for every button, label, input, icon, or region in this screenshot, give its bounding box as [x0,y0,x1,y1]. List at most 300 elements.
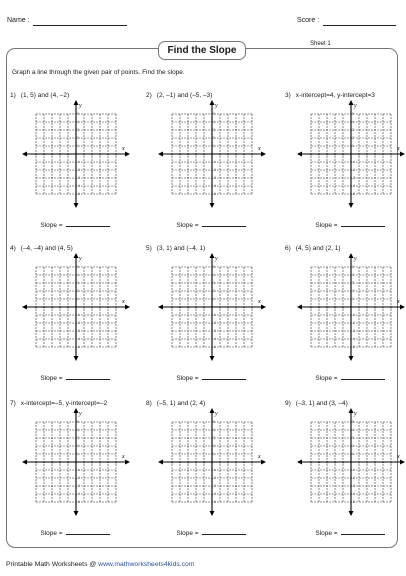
y-tick-label: 5 [77,420,79,425]
x-axis-label: x [122,454,125,460]
x-tick-label: -2 [58,460,62,465]
slope-answer-field[interactable] [202,372,246,380]
y-tick-label: 4 [352,273,354,278]
problem-text: (–4, –4) and (4, 5) [20,245,73,252]
x-tick-label: -1 [66,305,70,310]
y-tick-label: -4 [213,184,216,189]
y-axis-arrow-icon [74,203,79,208]
problem-7 [10,400,140,550]
x-tick-label: 1 [219,305,221,310]
y-tick-label: 5 [213,420,215,425]
y-tick-label: 5 [213,112,215,117]
x-tick-label: -2 [58,305,62,310]
y-tick-label: -3 [352,176,355,181]
x-tick-label: -5 [34,152,38,157]
y-axis-label: y [79,256,82,262]
x-tick-label: 4 [107,460,109,465]
y-tick-label: 5 [77,112,79,117]
slope-label: Slope = [315,222,338,229]
y-axis-arrow-icon [210,253,215,258]
x-tick-label: -5 [170,305,174,310]
x-tick-label: 4 [243,460,245,465]
x-tick-label: -3 [186,152,190,157]
slope-answer [146,372,276,382]
slope-answer [146,219,276,229]
y-tick-label: -5 [352,192,355,197]
x-tick-label: -3 [325,152,329,157]
y-axis-arrow-icon [349,203,354,208]
name-label: Name : [7,17,30,24]
x-tick-label: -4 [317,152,321,157]
coordinate-grid[interactable] [156,251,268,363]
y-tick-label: 2 [77,444,79,449]
x-tick-label: 4 [243,152,245,157]
y-axis-arrow-icon [74,511,79,516]
x-tick-label: -5 [309,460,313,465]
x-tick-label: 1 [83,152,85,157]
y-tick-label: -2 [77,168,80,173]
x-tick-label: -5 [309,305,313,310]
sheet-label: Sheet 1 [310,41,331,47]
x-tick-label: 1 [219,460,221,465]
y-tick-label: -1 [77,468,80,473]
y-tick-label: 4 [352,428,354,433]
slope-label: Slope = [315,530,338,537]
x-tick-label: -2 [333,152,337,157]
y-axis-arrow-icon [349,511,354,516]
slope-answer-field[interactable] [66,527,110,535]
x-tick-label: 4 [382,460,384,465]
y-tick-label: 2 [77,136,79,141]
problem-text: x-intercept=–5, y-intercept=–2 [20,400,108,407]
x-tick-label: -5 [34,460,38,465]
x-tick-label: -2 [194,305,198,310]
coordinate-grid[interactable] [156,98,268,210]
y-tick-label: 3 [352,281,354,286]
x-tick-label: 1 [358,460,360,465]
slope-answer [10,527,140,537]
x-axis-arrow-icon [400,460,405,465]
slope-answer-field[interactable] [341,527,385,535]
y-tick-label: -3 [352,484,355,489]
y-axis-arrow-icon [349,253,354,258]
y-tick-label: 2 [213,289,215,294]
y-axis-label: y [215,103,218,109]
y-axis-label: y [354,103,357,109]
y-tick-label: -1 [213,160,216,165]
y-tick-label: 5 [77,265,79,270]
slope-answer [285,527,406,537]
y-tick-label: 4 [213,273,215,278]
problem-text: (4, 5) and (2, 1) [295,245,341,252]
x-axis-label: x [258,454,261,460]
y-axis-label: y [215,411,218,417]
x-tick-label: -1 [341,152,345,157]
y-axis-arrow-icon [349,408,354,413]
y-tick-label: -4 [352,337,355,342]
y-tick-label: -4 [352,492,355,497]
y-tick-label: -3 [213,176,216,181]
y-tick-label: -1 [352,468,355,473]
slope-answer-field[interactable] [202,527,246,535]
coordinate-grid[interactable] [20,98,132,210]
x-tick-label: 4 [382,305,384,310]
x-tick-label: -1 [202,305,206,310]
slope-answer-field[interactable] [66,219,110,227]
y-tick-label: -3 [213,484,216,489]
y-tick-label: -2 [77,476,80,481]
x-tick-label: 4 [107,305,109,310]
x-tick-label: -4 [317,305,321,310]
problem-text: (1, 5) and (4, –2) [20,92,70,99]
slope-label: Slope = [315,375,338,382]
y-axis-arrow-icon [210,100,215,105]
y-tick-label: 1 [352,144,354,149]
y-axis-label: y [79,103,82,109]
y-tick-label: -2 [352,168,355,173]
y-tick-label: -4 [352,184,355,189]
y-tick-label: -2 [213,476,216,481]
y-tick-label: 1 [77,452,79,457]
x-axis-arrow-icon [400,305,405,310]
y-tick-label: 3 [77,128,79,133]
y-tick-label: -1 [213,313,216,318]
x-tick-label: -1 [341,305,345,310]
slope-label: Slope = [40,375,63,382]
slope-answer-field[interactable] [202,219,246,227]
x-tick-label: -3 [50,460,54,465]
x-tick-label: -3 [325,460,329,465]
problem-text: (2, –1) and (–5, –3) [156,92,213,99]
problem-number: 9) [285,400,291,407]
x-tick-label: -4 [317,460,321,465]
x-tick-label: 2 [227,305,229,310]
x-tick-label: 3 [235,305,237,310]
y-tick-label: -2 [213,168,216,173]
slope-answer [10,372,140,382]
x-axis-arrow-icon [400,152,405,157]
y-tick-label: 1 [352,452,354,457]
problem-3 [285,92,406,242]
y-axis-arrow-icon [74,253,79,258]
x-axis-arrow-icon [22,460,27,465]
y-tick-label: 3 [352,436,354,441]
y-tick-label: -3 [213,329,216,334]
y-tick-label: 4 [77,273,79,278]
x-tick-label: -1 [202,460,206,465]
x-tick-label: -2 [333,305,337,310]
y-tick-label: 1 [213,452,215,457]
slope-label: Slope = [40,222,63,229]
x-tick-label: -4 [42,152,46,157]
x-tick-label: 2 [366,305,368,310]
y-tick-label: -1 [77,313,80,318]
coordinate-grid[interactable] [20,406,132,518]
y-tick-label: 2 [352,136,354,141]
y-tick-label: 4 [77,120,79,125]
x-tick-label: 5 [390,152,392,157]
x-tick-label: 1 [358,152,360,157]
y-tick-label: -5 [77,345,80,350]
x-axis-arrow-icon [158,152,163,157]
y-tick-label: -1 [213,468,216,473]
problem-number: 4) [10,245,16,252]
x-tick-label: 5 [115,305,117,310]
x-axis-arrow-icon [261,152,266,157]
y-tick-label: -2 [352,321,355,326]
x-tick-label: -4 [178,152,182,157]
y-tick-label: -4 [77,337,80,342]
y-axis-arrow-icon [349,356,354,361]
x-tick-label: 3 [374,152,376,157]
y-axis-label: y [354,411,357,417]
x-axis-arrow-icon [125,152,130,157]
y-tick-label: 1 [352,297,354,302]
x-axis-arrow-icon [261,460,266,465]
x-tick-label: -3 [186,460,190,465]
x-tick-label: 5 [115,460,117,465]
instructions: Graph a line through the given pair of points. Find the slope. [12,69,185,76]
page-title: Find the Slope [158,41,246,60]
y-axis-arrow-icon [210,408,215,413]
y-tick-label: -2 [77,321,80,326]
y-tick-label: 2 [352,289,354,294]
x-tick-label: -3 [50,305,54,310]
x-tick-label: 2 [91,152,93,157]
y-axis-arrow-icon [74,100,79,105]
y-tick-label: 4 [352,120,354,125]
slope-answer [285,372,406,382]
slope-answer-field[interactable] [66,372,110,380]
problem-8 [146,400,276,550]
y-axis-arrow-icon [349,100,354,105]
x-tick-label: -4 [178,460,182,465]
y-tick-label: 1 [213,297,215,302]
y-tick-label: -1 [352,160,355,165]
y-tick-label: 4 [77,428,79,433]
x-axis-arrow-icon [297,305,302,310]
problem-text: (–3, 1) and (3, –4) [295,400,348,407]
x-tick-label: -4 [42,460,46,465]
score-label: Score : [297,17,320,24]
y-tick-label: 1 [213,144,215,149]
x-axis-arrow-icon [297,152,302,157]
slope-label: Slope = [176,530,199,537]
x-tick-label: 5 [390,305,392,310]
y-tick-label: -4 [77,184,80,189]
y-axis-arrow-icon [210,203,215,208]
problem-number: 2) [146,92,152,99]
problem-number: 7) [10,400,16,407]
x-tick-label: 2 [91,460,93,465]
coordinate-grid[interactable] [20,251,132,363]
y-tick-label: 5 [352,112,354,117]
problem-text: (3, 1) and (–4, 1) [156,245,206,252]
y-tick-label: 1 [77,144,79,149]
x-tick-label: 2 [366,152,368,157]
y-tick-label: -5 [77,192,80,197]
x-axis-arrow-icon [125,305,130,310]
x-axis-label: x [397,299,400,305]
x-tick-label: -1 [66,152,70,157]
y-tick-label: -2 [213,321,216,326]
problem-number: 5) [146,245,152,252]
x-tick-label: -5 [34,305,38,310]
y-tick-label: 3 [213,128,215,133]
slope-label: Slope = [176,222,199,229]
y-tick-label: -3 [352,329,355,334]
y-axis-label: y [215,256,218,262]
x-tick-label: -5 [170,460,174,465]
x-tick-label: 2 [227,152,229,157]
x-axis-arrow-icon [158,460,163,465]
y-tick-label: -5 [213,500,216,505]
x-tick-label: 3 [99,460,101,465]
y-tick-label: 3 [77,436,79,441]
x-tick-label: 2 [366,460,368,465]
x-tick-label: -3 [325,305,329,310]
x-axis-arrow-icon [22,152,27,157]
y-tick-label: -2 [352,476,355,481]
y-axis-arrow-icon [74,408,79,413]
y-tick-label: 4 [213,428,215,433]
y-tick-label: 1 [77,297,79,302]
y-axis-label: y [354,256,357,262]
y-axis-arrow-icon [74,356,79,361]
y-tick-label: -3 [77,484,80,489]
slope-answer [285,219,406,229]
problem-number: 3) [285,92,291,99]
x-tick-label: 3 [99,305,101,310]
slope-answer [146,527,276,537]
problem-2 [146,92,276,242]
x-tick-label: -3 [186,305,190,310]
x-tick-label: 5 [115,152,117,157]
y-tick-label: -5 [213,192,216,197]
y-tick-label: 2 [77,289,79,294]
x-axis-label: x [122,146,125,152]
x-tick-label: -1 [202,152,206,157]
y-axis-arrow-icon [210,356,215,361]
y-tick-label: 3 [213,436,215,441]
y-tick-label: 5 [352,420,354,425]
problem-1 [10,92,140,242]
x-axis-label: x [258,146,261,152]
x-axis-arrow-icon [261,305,266,310]
coordinate-grid[interactable] [295,406,406,518]
y-tick-label: -4 [213,492,216,497]
y-tick-label: 3 [352,128,354,133]
slope-answer [10,219,140,229]
x-tick-label: 1 [83,460,85,465]
coordinate-grid[interactable] [156,406,268,518]
y-tick-label: -5 [352,500,355,505]
x-tick-label: -1 [66,460,70,465]
x-tick-label: 4 [243,305,245,310]
x-axis-arrow-icon [125,460,130,465]
y-axis-arrow-icon [210,511,215,516]
x-tick-label: 2 [227,460,229,465]
y-tick-label: 5 [352,265,354,270]
problem-number: 8) [146,400,152,407]
x-tick-label: 1 [83,305,85,310]
problem-text: x-intercept=4, y-intercept=3 [295,92,375,99]
x-tick-label: 5 [251,460,253,465]
problem-5 [146,245,276,395]
x-axis-label: x [258,299,261,305]
y-tick-label: -1 [77,160,80,165]
y-tick-label: -5 [213,345,216,350]
score-field[interactable] [323,25,396,26]
coordinate-grid[interactable] [295,98,406,210]
x-tick-label: -4 [178,305,182,310]
coordinate-grid[interactable] [295,251,406,363]
y-tick-label: 2 [352,444,354,449]
y-tick-label: 3 [77,281,79,286]
problem-number: 6) [285,245,291,252]
slope-label: Slope = [176,375,199,382]
footer-link[interactable]: www.mathworksheets4kids.com [98,561,195,568]
x-tick-label: 4 [382,152,384,157]
x-tick-label: -4 [42,305,46,310]
y-tick-label: 2 [213,444,215,449]
x-tick-label: -1 [341,460,345,465]
x-tick-label: -2 [333,460,337,465]
x-axis-arrow-icon [158,305,163,310]
x-tick-label: 5 [390,460,392,465]
x-tick-label: -2 [194,460,198,465]
footer-text: Printable Math Worksheets @ [6,561,99,568]
x-axis-label: x [397,146,400,152]
name-field[interactable] [33,25,127,26]
x-tick-label: 3 [374,305,376,310]
x-tick-label: 3 [235,152,237,157]
y-tick-label: 3 [213,281,215,286]
y-tick-label: -3 [77,329,80,334]
x-tick-label: -2 [58,152,62,157]
x-axis-arrow-icon [297,460,302,465]
y-tick-label: 5 [213,265,215,270]
x-tick-label: -5 [170,152,174,157]
y-tick-label: -4 [213,337,216,342]
problem-4 [10,245,140,395]
slope-answer-field[interactable] [341,372,385,380]
x-tick-label: 3 [99,152,101,157]
y-tick-label: -4 [77,492,80,497]
x-tick-label: 1 [358,305,360,310]
footer [6,561,194,568]
x-axis-label: x [397,454,400,460]
y-tick-label: -5 [352,345,355,350]
x-tick-label: 2 [91,305,93,310]
x-tick-label: -5 [309,152,313,157]
problem-6 [285,245,406,395]
y-tick-label: -5 [77,500,80,505]
problem-text: (–5, 1) and (2, 4) [156,400,206,407]
y-tick-label: -1 [352,313,355,318]
x-tick-label: 3 [235,460,237,465]
x-tick-label: 5 [251,305,253,310]
y-tick-label: -3 [77,176,80,181]
x-tick-label: 3 [374,460,376,465]
problem-9 [285,400,406,550]
x-tick-label: 5 [251,152,253,157]
problem-number: 1) [10,92,16,99]
slope-answer-field[interactable] [341,219,385,227]
slope-label: Slope = [40,530,63,537]
y-tick-label: 2 [213,136,215,141]
x-tick-label: 4 [107,152,109,157]
